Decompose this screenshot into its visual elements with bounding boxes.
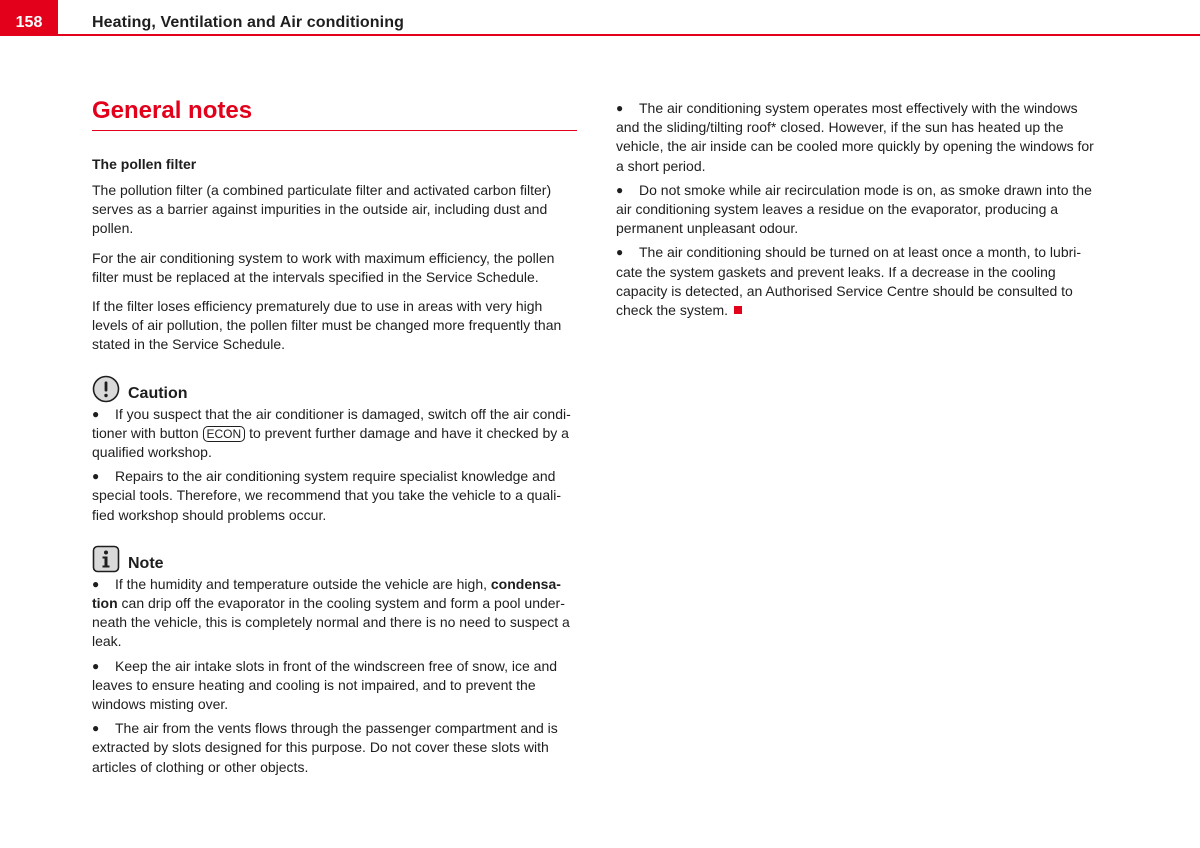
note-bullet: ● If the humidity and temperature outside the vehicle are high, condensa-tion can drip off the evaporator in the cooling system and form a pool under-neath the vehicle, this is completely normal and there is no need to suspect a leak.	[92, 575, 570, 650]
list-item: ● Do not smoke while air recirculation mode is on, as smoke drawn into the air conditioning system leaves a residue on the evaporator, producing a permanent unpleasant odour.	[616, 181, 1092, 237]
page-number: 158	[0, 0, 58, 36]
bullet-dot-icon: ●	[92, 576, 100, 591]
caution-bullet: ● If you suspect that the air conditioner is damaged, switch off the air condi-tioner with button ECON to prevent further damage and have it checked by a qualified workshop.	[92, 405, 571, 461]
caution-label: Caution	[128, 384, 188, 402]
bullet-dot-icon: ●	[92, 658, 100, 673]
left-column	[92, 96, 577, 782]
note-label: Note	[128, 554, 164, 572]
note-bullet: ● The air from the vents flows through the passenger compartment and is extracted by slots designed for this purpose. Do not cover these slots with articles of clothing or other objects.	[92, 720, 558, 775]
bullet-dot-icon: ●	[616, 101, 624, 115]
note-bullet: ● Keep the air intake slots in front of the windscreen free of snow, ice and leaves to ensure heating and cooling is not impaired, and to prevent the windows misting over.	[92, 657, 558, 713]
exclamation-circle-icon	[92, 375, 120, 403]
caution-heading	[92, 375, 577, 403]
econ-button-key: ECON	[203, 426, 246, 442]
paragraph: For the air conditioning system to work with maximum efficiency, the pollen filter must be replaced at the intervals specified in the Service Schedule.	[92, 249, 555, 285]
bullet-dot-icon: ●	[92, 406, 100, 421]
header-rule	[58, 34, 1200, 36]
note-heading	[92, 545, 577, 573]
bullet-dot-icon: ●	[92, 721, 100, 736]
list-item: ● The air conditioning should be turned on at least once a month, to lubri-cate the system gaskets and prevent leaks. If a decrease in the cooling capacity is detected, an Authorised Service Centre should be consulted to check the system.	[616, 244, 1082, 319]
pollen-filter-heading: The pollen filter	[92, 156, 197, 172]
section-title: General notes	[92, 96, 577, 131]
chapter-title: Heating, Ventilation and Air conditioning	[92, 14, 404, 31]
paragraph: If the filter loses efficiency prematurely due to use in areas with very high levels of air pollution, the pollen filter must be changed more frequently than stated in the Service Schedule.	[92, 298, 562, 353]
paragraph: The pollution filter (a combined particulate filter and activated carbon filter) serves as a barrier against impurities in the outside air, including dust and pollen.	[92, 182, 552, 237]
bullet-dot-icon: ●	[616, 182, 624, 197]
bullet-dot-icon: ●	[616, 245, 624, 260]
right-column	[616, 99, 1101, 325]
info-icon	[92, 545, 120, 573]
end-of-section-icon	[734, 306, 742, 314]
caution-bullet: ● Repairs to the air conditioning system require specialist knowledge and special tools. Therefore, we recommend that you take the vehicle to a quali-fied workshop should problems occur.	[92, 468, 561, 523]
bullet-dot-icon: ●	[92, 469, 100, 484]
list-item: ● The air conditioning system operates most effectively with the windows and the sliding/tilting roof* closed. However, if the sun has heated up the vehicle, the air inside can be cooled more quickly by opening the windows for a short period.	[616, 100, 1094, 174]
